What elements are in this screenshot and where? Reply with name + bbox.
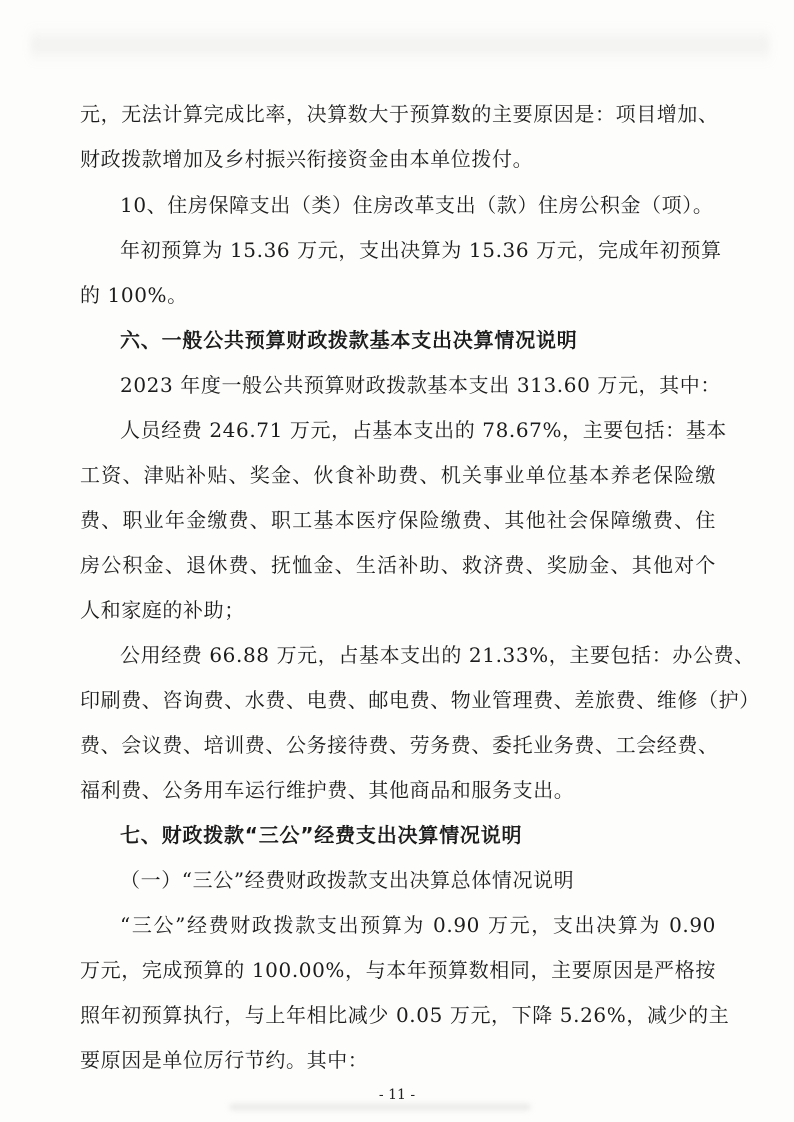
text-line: 2023 年度一般公共预算财政拨款基本支出 313.60 万元，其中：: [120, 373, 721, 397]
text-line: 的 100%。: [80, 283, 188, 307]
text-line: 印刷费、咨询费、水费、电费、邮电费、物业管理费、差旅费、维修（护）: [80, 688, 760, 712]
text-line: 工资、津贴补贴、奖金、伙食补助费、机关事业单位基本养老保险缴: [80, 463, 716, 487]
text-line: 要原因是单位厉行节约。其中：: [80, 1048, 369, 1072]
text-line: 万元，完成预算的 100.00%，与本年预算数相同，主要原因是严格按: [80, 958, 716, 982]
subsection-heading: （一）“三公”经费财政拨款支出决算总体情况说明: [120, 868, 575, 892]
text-line: “三公”经费财政拨款支出预算为 0.90 万元，支出决算为 0.90: [120, 913, 716, 937]
page-number: - 11 -: [378, 1087, 416, 1103]
text-line: 元，无法计算完成比率，决算数大于预算数的主要原因是：项目增加、: [80, 102, 719, 126]
text-line: 年初预算为 15.36 万元，支出决算为 15.36 万元，完成年初预算: [120, 238, 722, 262]
text-line: 人员经费 246.71 万元，占基本支出的 78.67%，主要包括：基本: [120, 418, 727, 442]
section-heading: 七、财政拨款“三公”经费支出决算情况说明: [120, 823, 523, 847]
text-line: 费、会议费、培训费、公务接待费、劳务费、委托业务费、工会经费、: [80, 733, 719, 757]
text-line: 福利费、公务用车运行维护费、其他商品和服务支出。: [80, 778, 575, 802]
text-line: 公用经费 66.88 万元，占基本支出的 21.33%，主要包括：办公费、: [120, 643, 755, 667]
scan-shadow-top: [30, 26, 770, 64]
text-line: 费、职业年金缴费、职工基本医疗保险缴费、其他社会保障缴费、住: [80, 508, 716, 532]
text-line: 人和家庭的补助；: [80, 598, 245, 622]
text-line: 财政拨款增加及乡村振兴衔接资金由本单位拨付。: [80, 147, 534, 171]
text-line: 照年初预算执行，与上年相比减少 0.05 万元，下降 5.26%，减少的主: [80, 1003, 730, 1027]
scan-shadow-bottom: [230, 1104, 530, 1110]
section-heading: 六、一般公共预算财政拨款基本支出决算情况说明: [120, 328, 578, 352]
text-line: 10、住房保障支出（类）住房改革支出（款）住房公积金（项）。: [120, 193, 714, 217]
text-line: 房公积金、退休费、抚恤金、生活补助、救济费、奖励金、其他对个: [80, 553, 716, 577]
